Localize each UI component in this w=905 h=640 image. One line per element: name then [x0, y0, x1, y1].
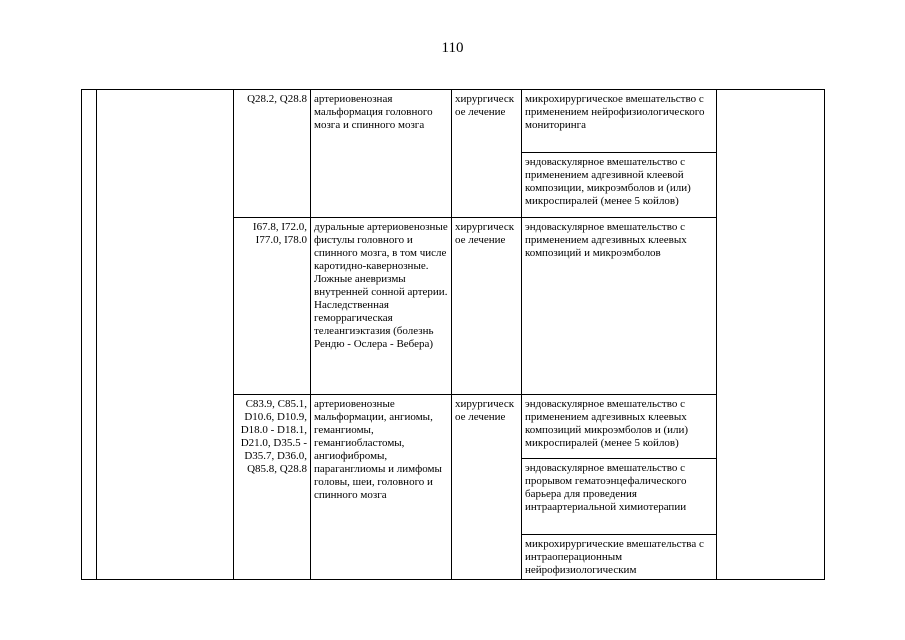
diagnosis-text: артериовенозная мальформация головного мозга и спинного мозга	[311, 90, 452, 218]
method-text: эндоваскулярное вмешательство с применением адгезивных клеевых композиций и микроэмболов	[522, 218, 717, 395]
diagnosis-text: дуральные артериовенозные фистулы головного и спинного мозга, в том числе каротидно-кавернозные. Ложные аневризмы внутренней сонной артерии. Наследственная геморрагическая телеангиэктазия (болезнь Рендю - Ослера - Вебера)	[311, 218, 452, 395]
method-text: эндоваскулярное вмешательство с прорывом гематоэнцефалического барьера для проведения интраартериальной химиотерапии	[522, 459, 716, 535]
empty-cell	[82, 90, 97, 580]
method-text: эндоваскулярное вмешательство с применением адгезивной клеевой композиции, микроэмболов и (или) микроспиралей (менее 5 койлов)	[525, 156, 691, 207]
diagnosis-codes: Q28.2, Q28.8	[234, 90, 311, 218]
diagnosis-text: артериовенозные мальформации, ангиомы, гемангиомы, гемангиобластомы, ангиофибромы, параганглиомы и лимфомы головы, шеи, головного и спинного мозга	[311, 395, 452, 580]
page-number: 110	[441, 40, 464, 56]
treatment-type: хирургическое лечение	[452, 218, 522, 395]
method-text: микрохирургические вмешательства с интраоперационным нейрофизиологическим	[525, 538, 704, 576]
empty-cell	[97, 218, 234, 580]
method-text: микрохирургическое вмешательство с применением нейрофизиологического мониторинга	[522, 90, 716, 153]
table-row	[82, 218, 825, 395]
method-cell	[522, 90, 717, 218]
treatment-type: хирургическое лечение	[452, 90, 522, 218]
method-text: эндоваскулярное вмешательство с применением адгезивных клеевых композиций микроэмболов и (или) микроспиралей (менее 5 койлов)	[522, 395, 716, 459]
method-cell	[522, 395, 717, 580]
treatment-type: хирургическое лечение	[452, 395, 522, 580]
medical-care-table	[81, 89, 825, 580]
diagnosis-codes: I67.8, I72.0, I77.0, I78.0	[234, 218, 311, 395]
empty-cell	[717, 90, 825, 580]
empty-cell	[97, 90, 234, 218]
table-row	[82, 90, 825, 218]
diagnosis-codes: C83.9, C85.1, D10.6, D10.9, D18.0 - D18.1, D21.0, D35.5 - D35.7, D36.0, Q85.8, Q28.8	[234, 395, 311, 580]
